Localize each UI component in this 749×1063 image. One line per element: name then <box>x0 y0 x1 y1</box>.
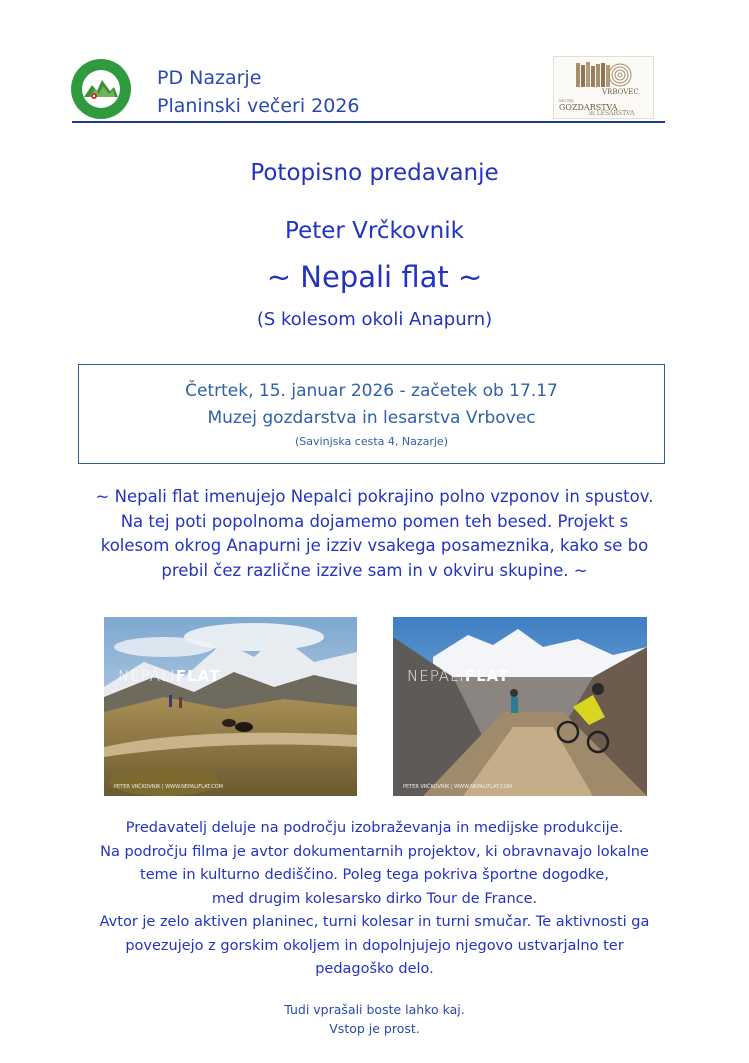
intro-line: ~ Nepali flat imenujejo Nepalci pokrajino polno vzponov in spustov. <box>95 487 654 506</box>
museum-logo-lesarstva: in LESARSTVA <box>589 110 635 117</box>
photo-title: NEPALIFLAT <box>118 667 221 685</box>
event-address: (Savinjska cesta 4, Nazarje) <box>295 435 448 448</box>
photo-trekkers-yaks <box>104 617 357 796</box>
bio-line: pedagoško delo. <box>315 961 434 977</box>
museum-logo-vrbovec: VRBOVEC <box>602 88 639 96</box>
bio-line: povezujejo z gorskim okoljem in dopolnjujejo njegovo ustvarjalno ter <box>125 937 624 954</box>
footer-note <box>0 1000 749 1038</box>
footer-line: Vstop je prost. <box>329 1021 420 1036</box>
intro-line: Na tej poti popolnoma dojamemo pomen teh besed. Projekt s <box>120 511 629 531</box>
photo-mountain-bikers <box>393 617 647 796</box>
museum-logo-muzej: MUZEJ <box>559 98 574 103</box>
header-title <box>157 64 360 120</box>
bio-line: Na področju filma je avtor dokumentarnih projektov, ki obravnavajo lokalne <box>100 843 649 860</box>
photo-title: NEPALIFLAT <box>407 667 510 685</box>
event-date-time: Četrtek, 15. januar 2026 - začetek ob 17.17 <box>185 381 558 401</box>
intro-line: kolesom okrog Anapurni je izziv vsakega posameznika, kako se bo <box>100 536 649 555</box>
bio-line: Predavatelj deluje na področju izobraževanja in medijske produkcije. <box>125 820 624 836</box>
footer-line: Tudi vprašali boste lahko kaj. <box>284 1002 465 1017</box>
intro-text <box>60 485 689 583</box>
event-subtitle: (S kolesom okoli Anapurn) <box>256 309 493 330</box>
series-name: Planinski večeri 2026 <box>157 95 360 117</box>
org-name: PD Nazarje <box>157 67 262 89</box>
header-divider <box>72 121 665 123</box>
event-details-box <box>78 364 665 464</box>
photo-caption: PETER VRČKOVNIK | WWW.NEPALIFLAT.COM <box>114 784 223 790</box>
photo-caption: PETER VRČKOVNIK | WWW.NEPALIFLAT.COM <box>403 784 512 790</box>
club-logo <box>70 58 132 120</box>
speaker-bio <box>40 817 709 982</box>
speaker-name: Peter Vrčkovnik <box>285 218 464 244</box>
event-type: Potopisno predavanje <box>250 160 499 186</box>
intro-line: prebil čez različne izzive sam in v okviru skupine. ~ <box>161 560 588 580</box>
event-venue: Muzej gozdarstva in lesarstva Vrbovec <box>207 408 536 428</box>
museum-logo <box>553 56 654 119</box>
bio-line: med drugim kolesarsko dirko Tour de France. <box>211 890 538 907</box>
museum-logo-gozdarstva: GOZDARSTVA <box>559 103 618 112</box>
bio-line: Avtor je zelo aktiven planinec, turni kolesar in turni smučar. Te aktivnosti ga <box>99 914 650 930</box>
event-title: ~ Nepali flat ~ <box>266 260 483 294</box>
bio-line: teme in kulturno dediščino. Poleg tega pokriva športne dogodke, <box>140 867 609 883</box>
